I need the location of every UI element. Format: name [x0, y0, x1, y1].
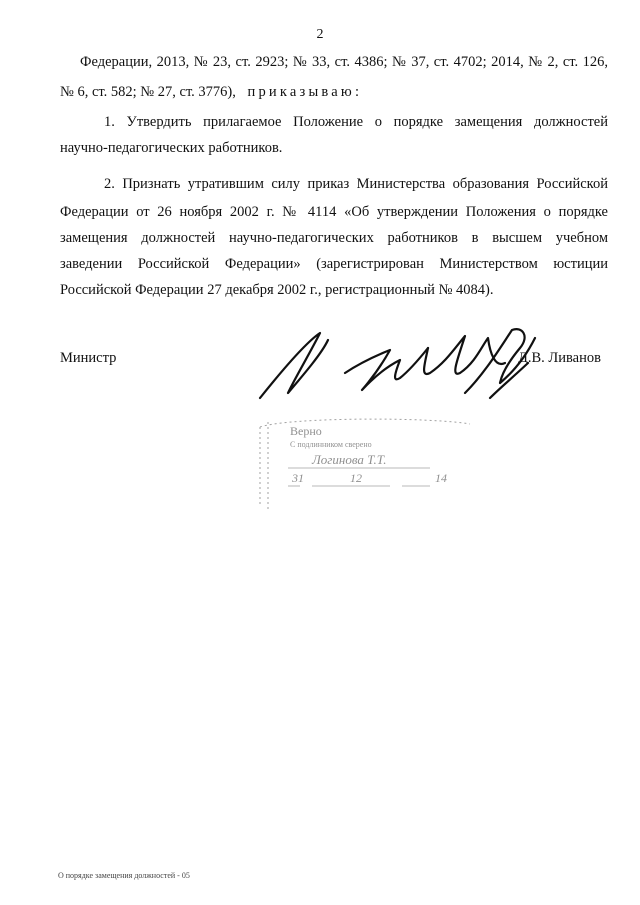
stamp-verified: Верно	[290, 424, 322, 438]
stamp-year: 14	[435, 471, 447, 485]
intro-line-2	[60, 82, 608, 102]
page-number: 2	[316, 27, 324, 42]
stamp-signer: Логинова Т.Т.	[312, 452, 387, 467]
item2-line-4: заведении Российской Федерации» (зарегистрирован Министерством юстиции	[60, 256, 608, 272]
intro-line-1: Федерации, 2013, № 23, ст. 2923; № 33, ст. 4386; № 37, ст. 4702; 2014, № 2, ст. 126,	[80, 54, 608, 70]
intro-line-2-text: № 6, ст. 582; № 27, ст. 3776),	[60, 84, 236, 100]
minister-title: Министр	[60, 350, 117, 366]
stamp-day: 31	[292, 471, 304, 485]
item1-line-2: научно-педагогических работников.	[60, 140, 283, 156]
minister-name: Д.В. Ливанов	[518, 350, 601, 366]
certification-stamp	[250, 412, 480, 522]
stamp-line-2: С подлинником сверено	[290, 440, 372, 449]
footer-note: О порядке замещения должностей - 05	[58, 871, 190, 880]
order-word: приказываю:	[247, 84, 363, 100]
item1-line-1: 1. Утвердить прилагаемое Положение о порядке замещения должностей	[104, 114, 608, 130]
item2-line-5: Российской Федерации 27 декабря 2002 г., регистрационный № 4084).	[60, 282, 494, 298]
stamp-month: 12	[350, 471, 362, 485]
item2-line-3: замещения должностей научно-педагогических работников в высшем учебном	[60, 230, 608, 246]
handwritten-signature	[250, 318, 550, 408]
item2-line-2: Федерации от 26 ноября 2002 г. № 4114 «Об утверждении Положения о порядке	[60, 204, 608, 220]
item2-line-1: 2. Признать утратившим силу приказ Министерства образования Российской	[104, 176, 608, 192]
